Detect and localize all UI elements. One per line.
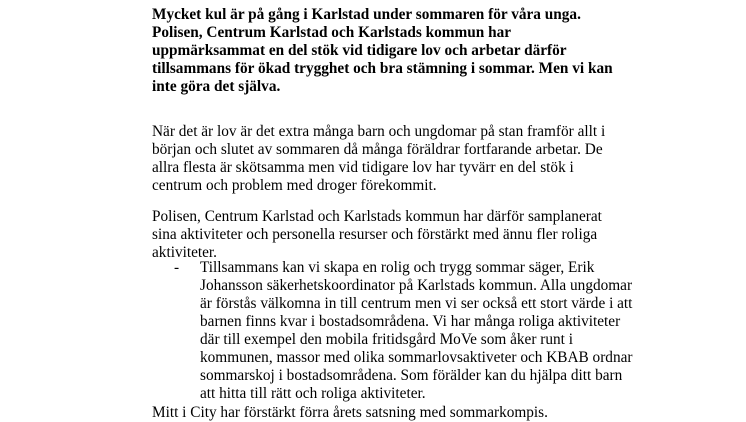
- body-paragraph-3: Mitt i City har förstärkt förra årets satsning med sommarkompis.: [152, 404, 548, 421]
- lead-paragraph: Mycket kul är på gång i Karlstad under sommaren för våra unga. Polisen, Centrum Karlstad och Karlstads kommun har uppmärksammat en del stök vid tidigare lov och arbetar därför tillsammans för ökad trygghet och bra stämning i sommar. Men vi kan inte göra det själva.: [152, 6, 613, 95]
- body-paragraph-1: När det är lov är det extra många barn och ungdomar på stan framför allt i början och slutet av sommaren då många föräldrar fortfarande arbetar. De allra flesta är skötsamma men vid tidigare lov har tyvärr en del stök i centrum och problem med droger förekommit.: [152, 123, 606, 194]
- bullet-dash-marker: -: [174, 259, 180, 276]
- body-paragraph-2: Polisen, Centrum Karlstad och Karlstads kommun har därför samplanerat sina aktiviteter och personella resurser och förstärkt med ännu fler roliga aktiviteter.: [152, 208, 602, 261]
- bullet-quote-text: Tillsammans kan vi skapa en rolig och trygg sommar säger, Erik Johansson säkerhetskoordinator på Karlstads kommun. Alla ungdomar är förstås välkomna in till centrum men vi ser också ett stort värde i att barnen finns kvar i bostadsområdena. Vi har många roliga aktiviteter där till exempel den mobila fritidsgård MoVe som åker runt i kommunen, massor med olika sommarlovsaktiveter och KBAB ordnar sommarskoj i bostadsområdena. Som förälder kan du hjälpa ditt barn att hitta till rätt och roliga aktiviteter.: [200, 259, 633, 402]
